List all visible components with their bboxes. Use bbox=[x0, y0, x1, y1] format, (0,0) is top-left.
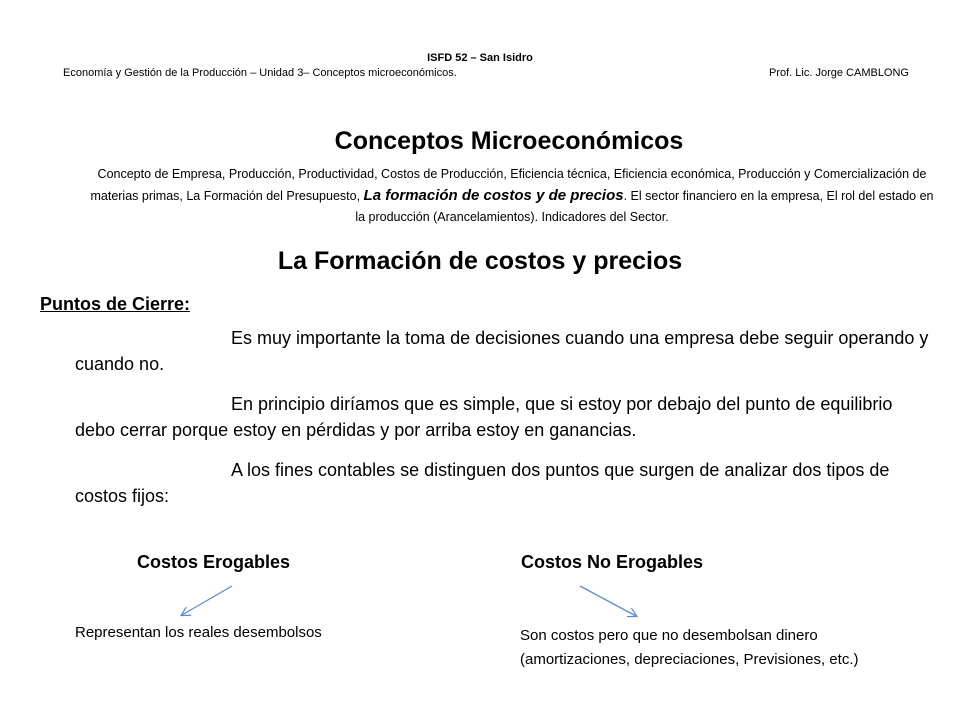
paragraph-equilibrium: En principio diríamos que es simple, que si estoy por debajo del punto de equilibrio debo cerrar porque estoy en pérdidas y por arriba estoy en ganancias. bbox=[75, 394, 893, 440]
cost-no-erogables-description: Son costos pero que no desembolsan dinero (amortizaciones, depreciaciones, Previsiones, etc.) bbox=[520, 627, 859, 668]
cost-erogables-description: Representan los reales desembolsos bbox=[75, 624, 322, 641]
arrow-left-icon bbox=[182, 586, 232, 615]
section-title: La Formación de costos y precios bbox=[277, 247, 683, 275]
subsection-heading: Puntos de Cierre: bbox=[40, 294, 191, 314]
header-institution: ISFD 52 – San Isidro bbox=[427, 52, 533, 64]
paragraph-decisions: Es muy importante la toma de decisiones cuando una empresa debe seguir operando y cuando no. bbox=[75, 328, 929, 374]
slide-title: Conceptos Microeconómicos bbox=[334, 127, 684, 155]
topics-text-after: . El sector financiero en la empresa, El rol del estado en la producción (Arancelamientos). Indicadores del Sector. bbox=[355, 189, 934, 224]
topics-list bbox=[88, 164, 936, 228]
header-professor: Prof. Lic. Jorge CAMBLONG bbox=[769, 67, 909, 79]
topics-current-topic: La formación de costos y de precios bbox=[363, 187, 624, 204]
cost-no-erogables-label: Costos No Erogables bbox=[521, 552, 704, 572]
arrow-right-icon bbox=[580, 586, 636, 616]
paragraph-fixed-costs: A los fines contables se distinguen dos puntos que surgen de analizar dos tipos de costos fijos: bbox=[75, 460, 890, 506]
cost-erogables-label: Costos Erogables bbox=[137, 552, 291, 572]
topics-text-before: Concepto de Empresa, Producción, Productividad, Costos de Producción, Eficiencia técnica, Eficiencia económica, Producción y Comercialización de materias primas, La Formación del Presupuesto, bbox=[90, 167, 927, 203]
header-course: Economía y Gestión de la Producción – Unidad 3– Conceptos microeconómicos. bbox=[63, 67, 457, 79]
